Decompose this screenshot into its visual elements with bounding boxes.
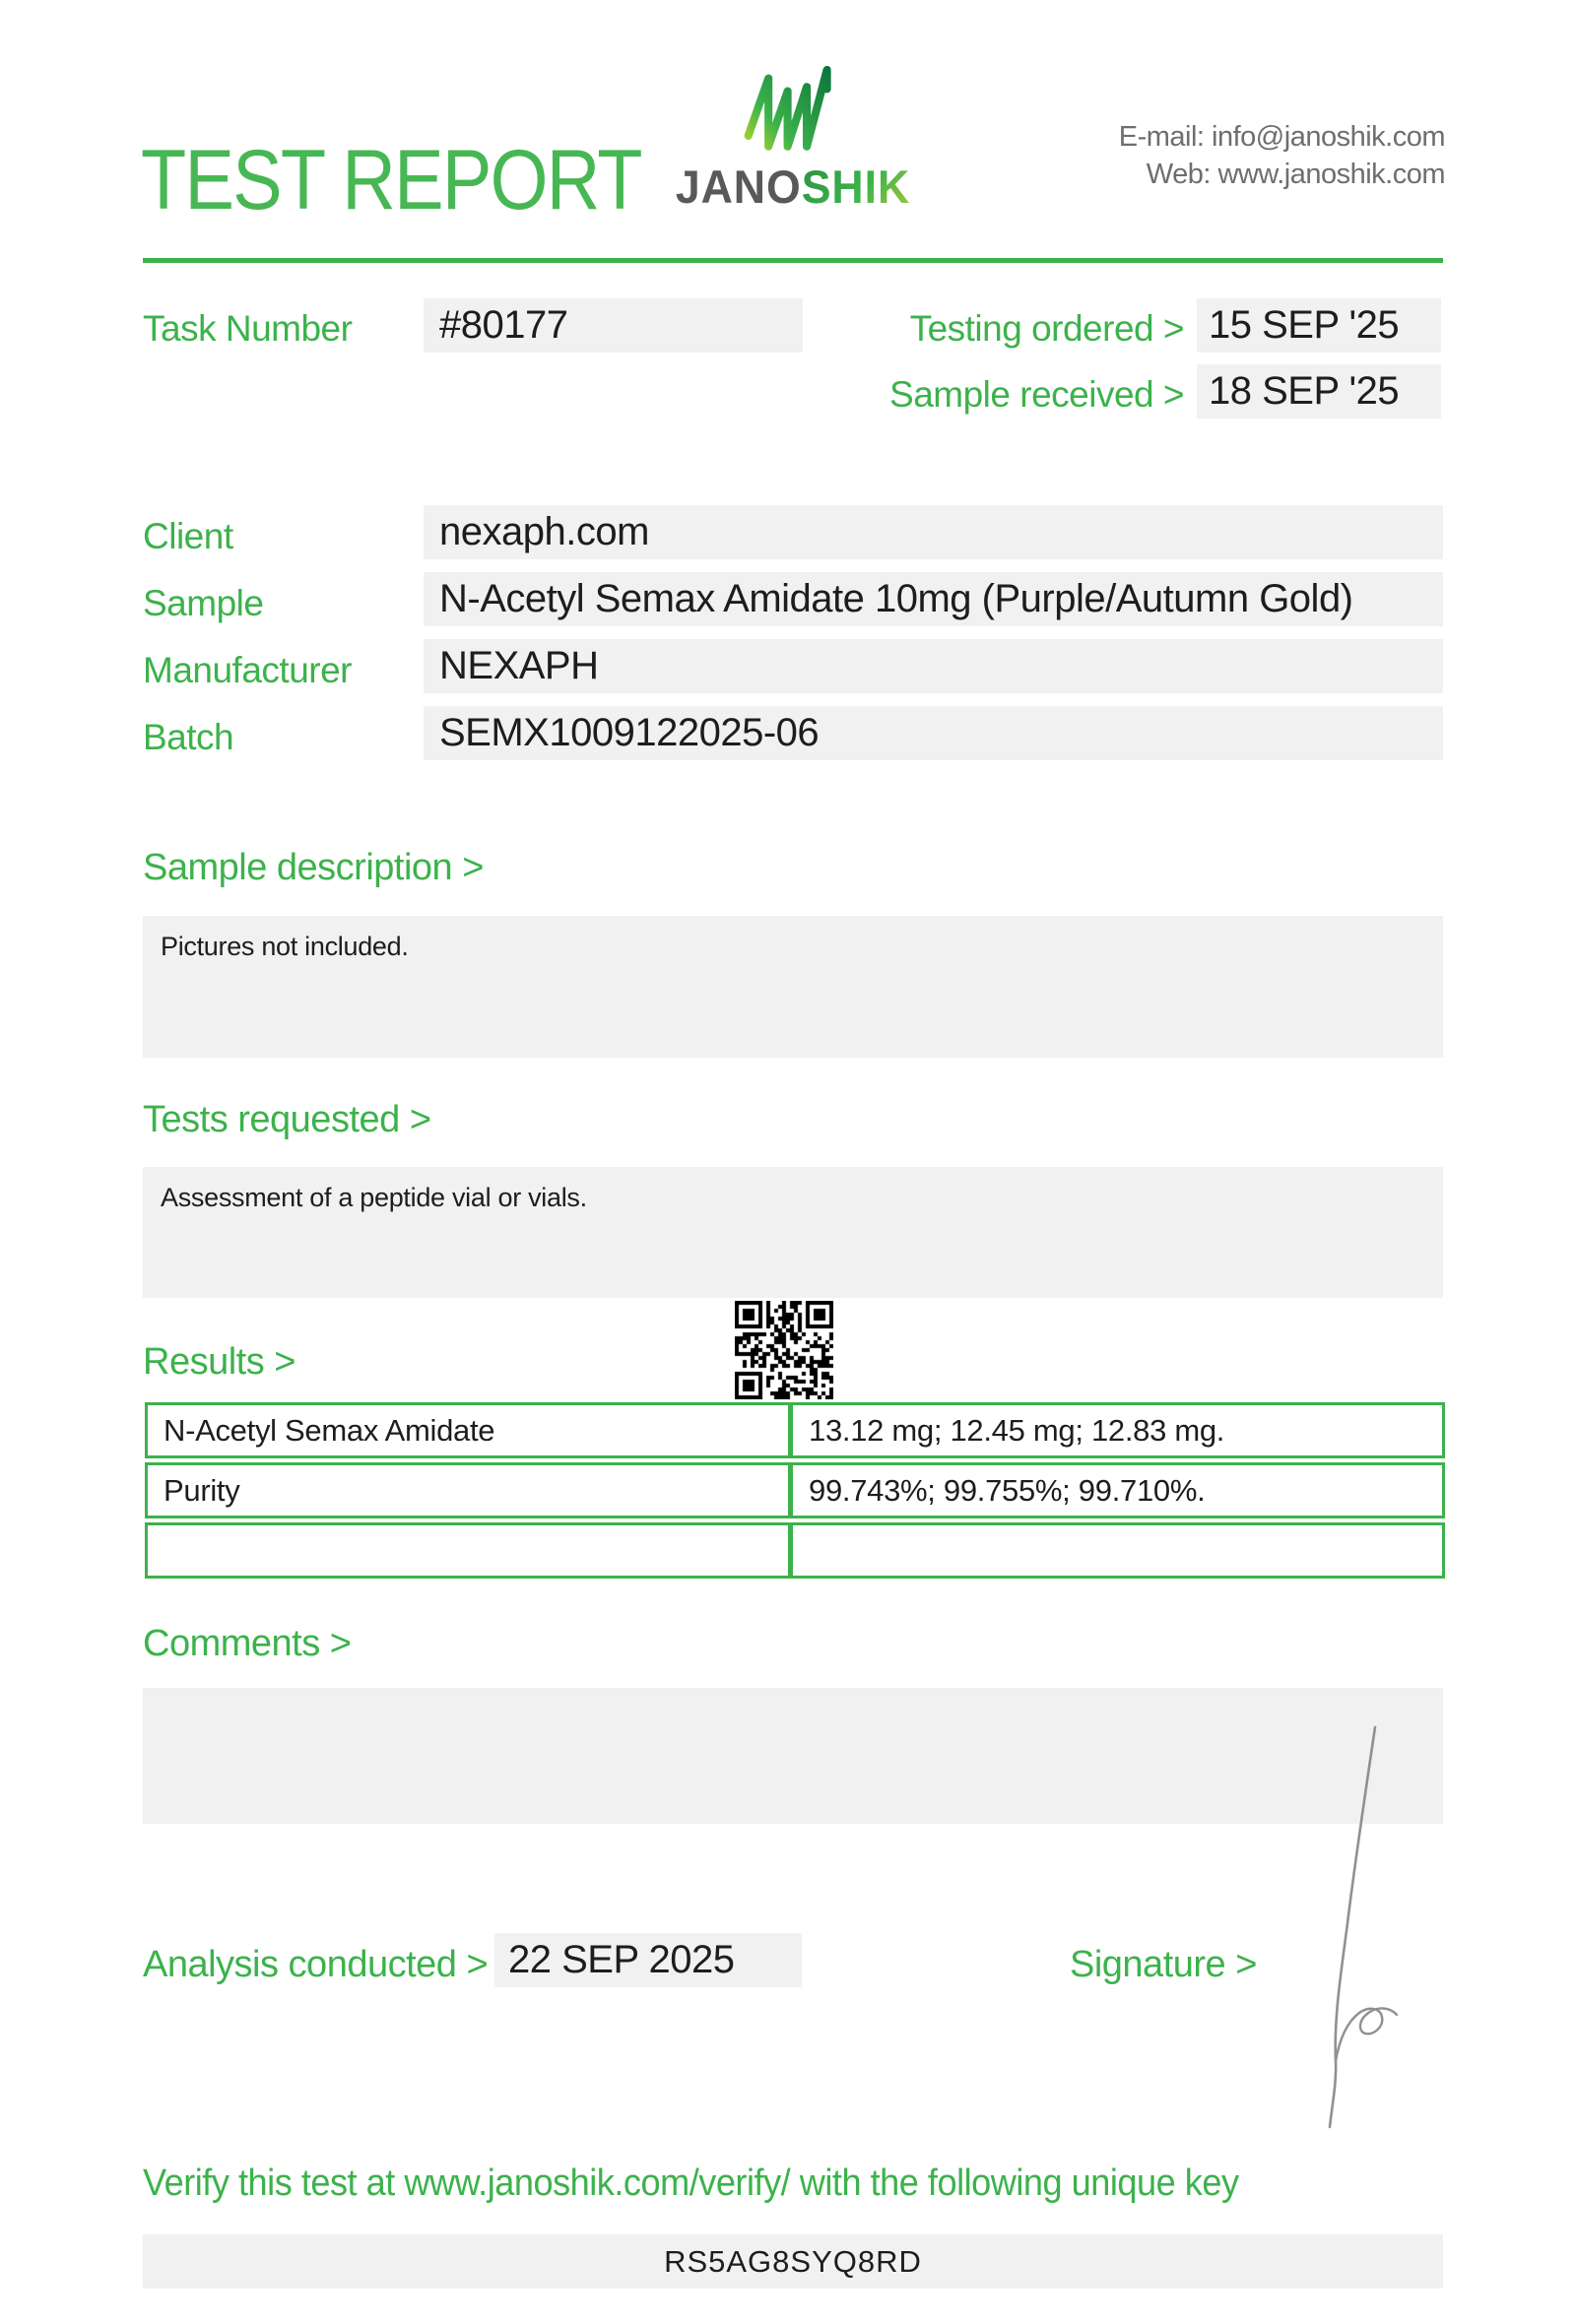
verify-instruction: Verify this test at www.janoshik.com/verify/ with the following unique key xyxy=(143,2163,1239,2204)
result-value-cell xyxy=(793,1525,1442,1576)
logo-chart-icon xyxy=(740,61,846,160)
logo-text-jano: JANO xyxy=(675,161,802,213)
signature-label: Signature > xyxy=(1070,1944,1257,1985)
testing-ordered-value: 15 SEP '25 xyxy=(1197,298,1441,353)
janoshik-logo xyxy=(675,61,911,214)
sample-value: N-Acetyl Semax Amidate 10mg (Purple/Autumn Gold) xyxy=(424,572,1443,626)
sample-received-label: Sample received > xyxy=(889,374,1184,415)
verify-key-value: RS5AG8SYQ8RD xyxy=(143,2234,1443,2289)
page-title: TEST REPORT xyxy=(141,133,641,227)
tests-requested-box: Assessment of a peptide vial or vials. xyxy=(143,1167,1443,1298)
logo-text-shik: SHIK xyxy=(801,161,911,213)
result-name-cell xyxy=(148,1525,793,1576)
client-label: Client xyxy=(143,516,233,556)
task-number-label: Task Number xyxy=(143,308,353,349)
qr-code xyxy=(735,1301,833,1399)
sample-description-box: Pictures not included. xyxy=(143,916,1443,1058)
header-divider xyxy=(143,258,1443,263)
contact-block xyxy=(1119,118,1445,193)
analysis-conducted-label: Analysis conducted > xyxy=(143,1944,489,1985)
comments-box xyxy=(143,1688,1443,1824)
manufacturer-value: NEXAPH xyxy=(424,639,1443,693)
result-name-cell: N-Acetyl Semax Amidate xyxy=(148,1405,793,1455)
analysis-date-value: 22 SEP 2025 xyxy=(494,1933,802,1987)
sample-description-heading: Sample description > xyxy=(143,847,484,888)
manufacturer-label: Manufacturer xyxy=(143,650,352,690)
testing-ordered-label: Testing ordered > xyxy=(909,308,1184,349)
logo-wordmark xyxy=(675,160,911,214)
table-row xyxy=(145,1402,1445,1458)
results-heading: Results > xyxy=(143,1341,296,1383)
web-line: Web: www.janoshik.com xyxy=(1146,159,1445,190)
email-line: E-mail: info@janoshik.com xyxy=(1118,121,1445,153)
client-value: nexaph.com xyxy=(424,505,1443,559)
results-table xyxy=(145,1402,1445,1582)
result-value-cell: 13.12 mg; 12.45 mg; 12.83 mg. xyxy=(809,1413,1225,1448)
signature-image xyxy=(1280,1721,1428,2135)
batch-value: SEMX1009122025-06 xyxy=(424,706,1443,760)
comments-heading: Comments > xyxy=(143,1623,352,1664)
table-row xyxy=(145,1462,1445,1518)
table-row xyxy=(145,1522,1445,1579)
result-value-cell: 99.743%; 99.755%; 99.710%. xyxy=(809,1473,1206,1508)
task-number-value: #80177 xyxy=(424,298,803,353)
result-name-cell: Purity xyxy=(148,1465,793,1516)
tests-requested-heading: Tests requested > xyxy=(143,1099,431,1140)
batch-label: Batch xyxy=(143,717,234,757)
sample-received-value: 18 SEP '25 xyxy=(1197,364,1441,419)
sample-label: Sample xyxy=(143,583,264,623)
